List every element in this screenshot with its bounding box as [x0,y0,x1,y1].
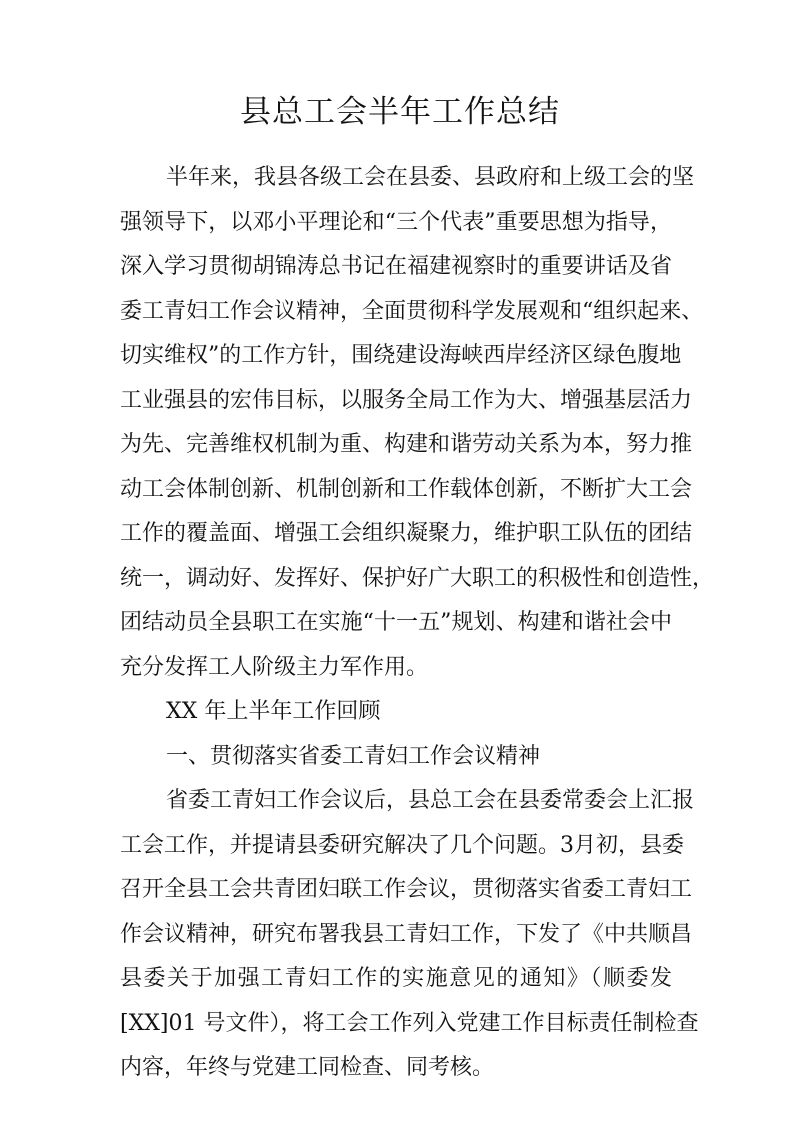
review-heading: XX 年上半年工作回顾 [166,699,381,724]
document-title: 县总工会半年工作总结 [240,94,560,130]
intro-line-1: 半年来，我县各级工会在县委、县政府和上级工会的坚 [166,165,695,190]
section-1-line-2: 工会工作，并提请县委研究解决了几个问题。3月初，县委 [120,833,684,858]
intro-line-2: 强领导下，以邓小平理论和“三个代表”重要思想为指导， [120,210,672,235]
intro-line-6: 工业强县的宏伟目标，以服务全局工作为大、增强基层活力 [120,388,693,413]
section-1-line-6: [XX]01 号文件），将工会工作列入党建工作目标责任制检查 [120,1011,699,1036]
section-1-line-4: 作会议精神，研究布署我县工青妇工作，下发了《中共顺昌 [120,922,693,947]
intro-line-9: 工作的覆盖面、增强工会组织凝聚力，维护职工队伍的团结 [120,521,693,546]
section-1-line-5: 县委关于加强工青妇工作的实施意见的通知》（顺委发 [120,966,672,991]
intro-line-3: 深入学习贯彻胡锦涛总书记在福建视察时的重要讲话及省 [120,254,672,279]
intro-line-5: 切实维权”的工作方针，围绕建设海峡西岸经济区绿色腹地 [120,343,682,368]
intro-line-12: 充分发挥工人阶级主力军作用。 [120,655,429,680]
intro-line-4: 委工青妇工作会议精神，全面贯彻科学发展观和“组织起来、 [120,299,704,324]
section-1-heading: 一、贯彻落实省委工青妇工作会议精神 [166,744,541,769]
section-1-line-1: 省委工青妇工作会议后，县总工会在县委常委会上汇报 [166,788,695,813]
section-1-line-7: 内容，年终与党建工同检查、同考核。 [120,1055,495,1080]
intro-line-10: 统一，调动好、发挥好、保护好广大职工的积极性和创造性， [120,566,715,591]
intro-line-8: 动工会体制创新、机制创新和工作载体创新，不断扩大工会 [120,477,693,502]
intro-line-11: 团结动员全县职工在实施“十一五”规划、构建和谐社会中 [120,610,672,635]
section-1-line-3: 召开全县工会共青团妇联工作会议，贯彻落实省委工青妇工 [120,877,693,902]
intro-line-7: 为先、完善维权机制为重、构建和谐劳动关系为本，努力推 [120,432,693,457]
